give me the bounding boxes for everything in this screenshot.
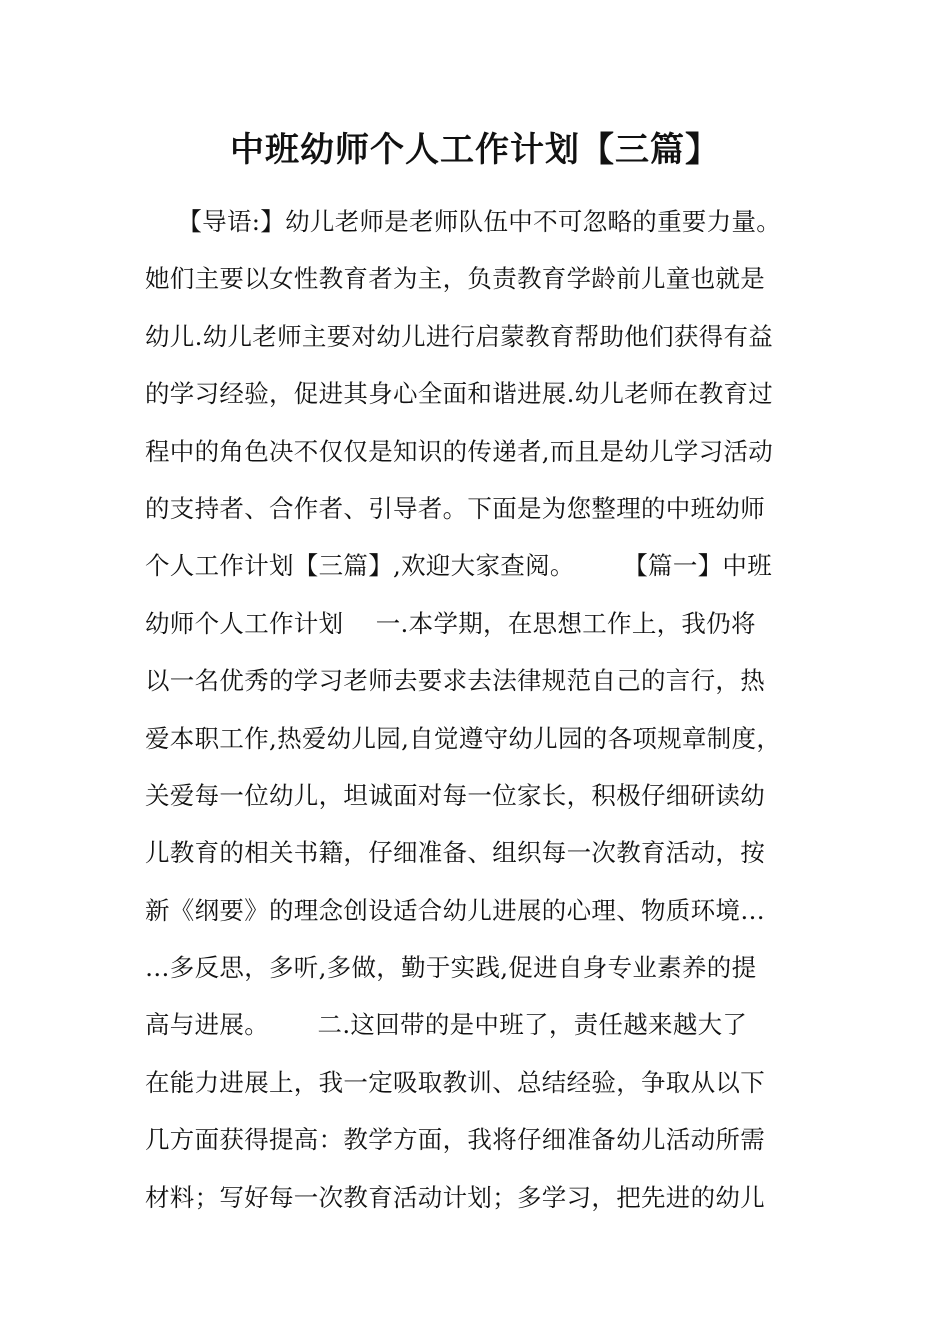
body-line: 的支持者、合作者、引导者。下面是为您整理的中班幼师	[145, 493, 765, 523]
body-line: 幼师个人工作计划 一.本学期，在思想工作上，我仍将	[145, 608, 756, 638]
body-line: 以一名优秀的学习老师去要求去法律规范自己的言行，热	[145, 666, 765, 696]
document-title: 中班幼师个人工作计划【三篇】	[230, 130, 720, 170]
body-line: 在能力进展上，我一定吸取教训、总结经验，争取从以下	[145, 1067, 765, 1097]
body-line: 儿教育的相关书籍，仔细准备、组织每一次教育活动，按	[145, 838, 765, 868]
body-line: 高与进展。 二.这回带的是中班了，责任越来越大了	[145, 1010, 748, 1040]
body-line: …多反思，多听,多做，勤于实践,促进自身专业素养的提	[145, 953, 757, 983]
body-line: 几方面获得提高：教学方面，我将仔细准备幼儿活动所需	[145, 1125, 765, 1155]
body-line: 关爱每一位幼儿，坦诚面对每一位家长，积极仔细研读幼	[145, 780, 765, 810]
document-body	[145, 193, 825, 1226]
body-line: 个人工作计划【三篇】,欢迎大家查阅。 【篇一】中班	[145, 551, 773, 581]
body-line: 程中的角色决不仅仅是知识的传递者,而且是幼儿学习活动	[145, 436, 774, 466]
body-line: 爱本职工作,热爱幼儿园,自觉遵守幼儿园的各项规章制度，	[145, 723, 782, 753]
body-line: 的学习经验，促进其身心全面和谐进展.幼儿老师在教育过	[145, 379, 774, 409]
body-line: 她们主要以女性教育者为主，负责教育学龄前儿童也就是	[145, 264, 765, 294]
body-line: 材料；写好每一次教育活动计划；多学习，把先进的幼儿	[145, 1182, 765, 1212]
body-line: 新《纲要》的理念创设适合幼儿进展的心理、物质环境…	[145, 895, 765, 925]
body-line: 【导语:】幼儿老师是老师队伍中不可忽略的重要力量。	[145, 207, 782, 236]
body-line: 幼儿.幼儿老师主要对幼儿进行启蒙教育帮助他们获得有益	[145, 321, 774, 351]
